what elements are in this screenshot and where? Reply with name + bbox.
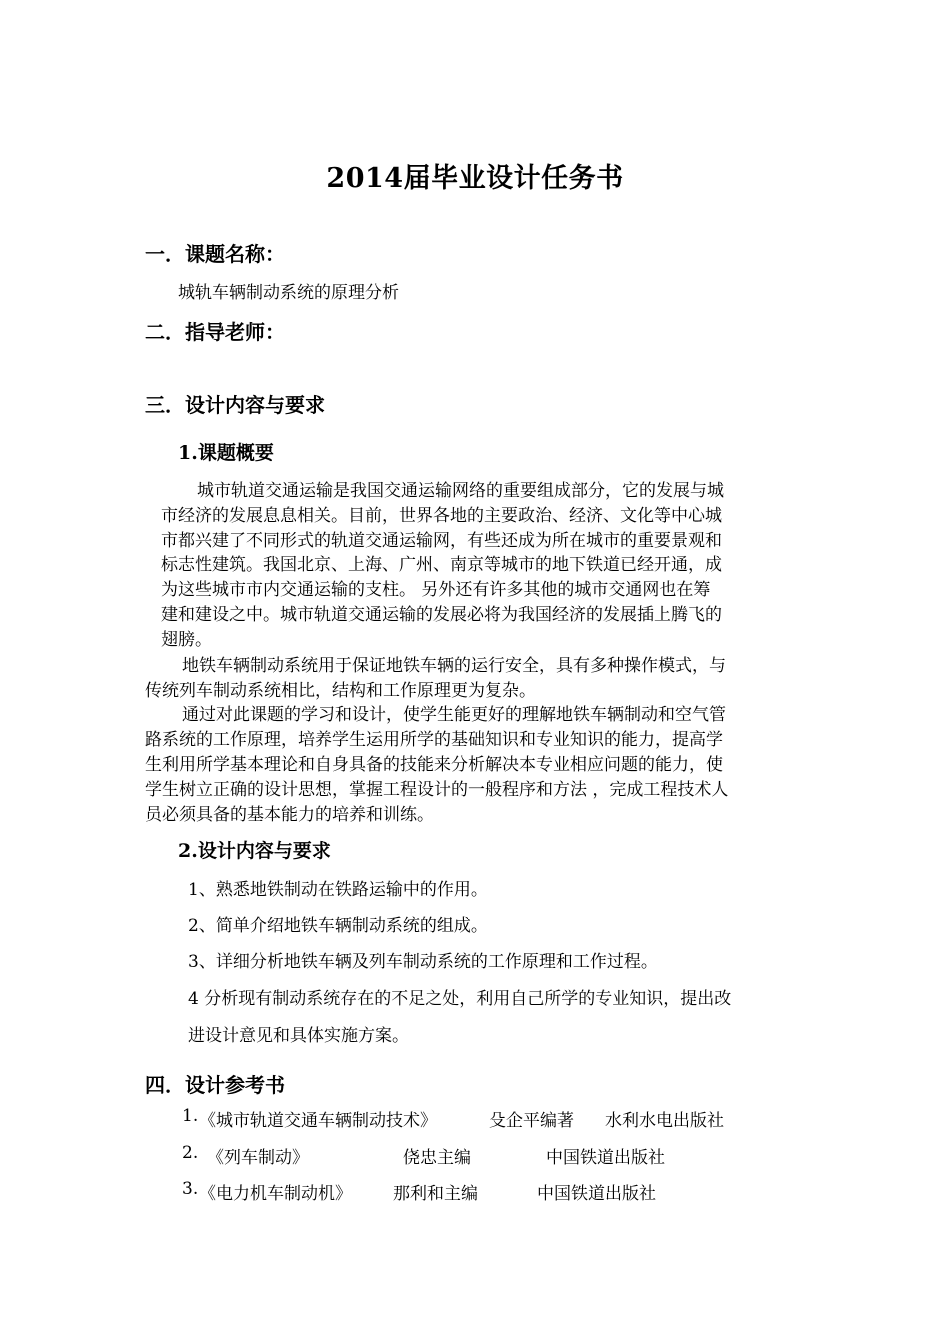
overview-para1-line: 城市轨道交通运输是我国交通运输网络的重要组成部分，它的发展与城: [197, 481, 724, 501]
reference-author: 那利和主编: [393, 1184, 478, 1204]
reference-book: 《城市轨道交通车辆制动技术》: [199, 1111, 437, 1131]
subheading-overview: 1.课题概要: [178, 442, 274, 464]
reference-number: 1.: [182, 1106, 199, 1126]
overview-para2-line: 传统列车制动系统相比，结构和工作原理更为复杂。: [145, 681, 536, 701]
overview-para3-line: 路系统的工作原理，培养学生运用所学的基础知识和专业知识的能力，提高学: [145, 730, 723, 750]
requirement-item: 2、简单介绍地铁车辆制动系统的组成。: [188, 916, 488, 936]
page-title: 2014届毕业设计任务书: [326, 163, 624, 194]
overview-para1-line: 市经济的发展息息相关。目前，世界各地的主要政治、经济、文化等中心城: [161, 506, 722, 526]
subheading-design-requirements: 2.设计内容与要求: [178, 840, 331, 862]
overview-para3-line: 通过对此课题的学习和设计，使学生能更好的理解地铁车辆制动和空气管: [182, 705, 726, 725]
overview-para3-line: 学生树立正确的设计思想，掌握工程设计的一般程序和方法 ，完成工程技术人: [145, 780, 729, 800]
section-heading-design: 三．设计内容与要求: [145, 393, 325, 417]
requirement-item: 进设计意见和具体实施方案。: [188, 1026, 409, 1046]
reference-number: 3.: [182, 1179, 199, 1199]
overview-para3-line: 生利用所学基本理论和自身具备的技能来分析解决本专业相应问题的能力，使: [145, 755, 723, 775]
reference-book: 《列车制动》: [207, 1148, 309, 1168]
section-heading-advisor: 二．指导老师：: [145, 320, 285, 344]
requirement-item: 1、熟悉地铁制动在铁路运输中的作用。: [188, 880, 488, 900]
overview-para3-line: 员必须具备的基本能力的培养和训练。: [145, 805, 434, 825]
overview-para1-line: 建和建设之中。城市轨道交通运输的发展必将为我国经济的发展插上腾飞的: [161, 605, 722, 625]
reference-publisher: 水利水电出版社: [605, 1111, 724, 1131]
overview-para1-line: 标志性建筑。我国北京、上海、广州、南京等城市的地下铁道已经开通，成: [161, 555, 722, 575]
overview-para1-line: 为这些城市市内交通运输的支柱。 另外还有许多其他的城市交通网也在筹: [161, 580, 711, 600]
section-heading-references: 四．设计参考书: [145, 1073, 285, 1097]
overview-para1-line: 市都兴建了不同形式的轨道交通运输网，有些还成为所在城市的重要景观和: [161, 531, 722, 551]
overview-para1-line: 翅膀。: [161, 630, 212, 650]
reference-number: 2.: [182, 1143, 199, 1163]
reference-publisher: 中国铁道出版社: [546, 1148, 665, 1168]
reference-author: 殳企平编著: [489, 1111, 574, 1131]
reference-author: 侥忠主编: [403, 1148, 471, 1168]
reference-book: 《电力机车制动机》: [199, 1184, 352, 1204]
reference-publisher: 中国铁道出版社: [537, 1184, 656, 1204]
requirement-item: 4 分析现有制动系统存在的不足之处，利用自己所学的专业知识，提出改: [188, 989, 732, 1009]
section-heading-topic: 一．课题名称：: [145, 242, 285, 266]
topic-name: 城轨车辆制动系统的原理分析: [178, 283, 399, 303]
requirement-item: 3、详细分析地铁车辆及列车制动系统的工作原理和工作过程。: [188, 952, 658, 972]
overview-para2-line: 地铁车辆制动系统用于保证地铁车辆的运行安全，具有多种操作模式，与: [182, 656, 726, 676]
